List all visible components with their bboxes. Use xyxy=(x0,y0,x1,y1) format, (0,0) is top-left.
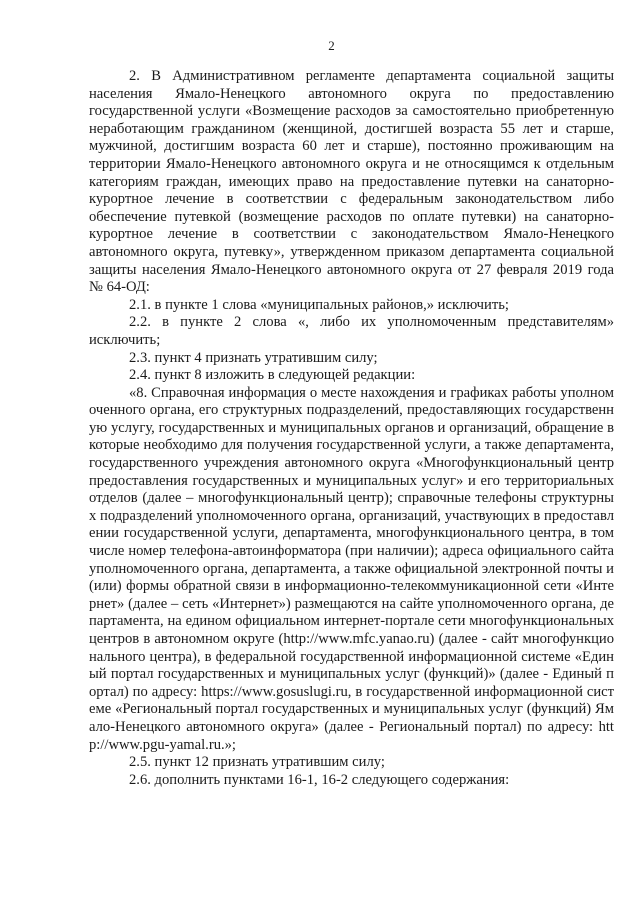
paragraph-item-2-2: 2.2. в пункте 2 слова «, либо их уполномоченным представителям» исключить; xyxy=(89,314,614,348)
paragraph-item-2-1: 2.1. в пункте 1 слова «муниципальных районов,» исключить; xyxy=(129,296,509,313)
paragraph-item-2-6: 2.6. дополнить пунктами 16-1, 16-2 следующего содержания: xyxy=(129,771,510,788)
page-number: 2 xyxy=(328,38,335,53)
paragraph-item-8-text: «8. Справочная информация о месте нахождения и графиках работы уполномоченного органа, его структурных подразделений, предоставляющих государственную услугу, государственных и муниципальных органов и организаций, обращение в которые необходимо для получения государственной услуги, а также департамента, государственного учреждения автономного округа «Многофункциональный центр предоставления государственных и муниципальных услуг» и его территориальных отделов (далее – многофункциональный центр); справочные телефоны структурных подразделений уполномоченного органа, организаций, участвующих в предоставлении государственной услуги, департамента, многофункционального центра, в том числе номер телефона-автоинформатора (при наличии); адреса официального сайта уполномоченного органа, департамента, а также официальной электронной почты и (или) формы обратной связи в информационно-телекоммуникационной сети «Интернет» (далее – сеть «Интернет») размещаются на сайте уполномоченного органа, департамента, на едином официальном интернет-портале сети многофункциональных центров в автономном округе (http://www.mfc.yanao.ru) (далее - сайт многофункционального центра), в федеральной государственной информационной системе «Единый портал государственных и муниципальных услуг (функций)» (далее - Единый портал) по адресу: https://www.gosuslugi.ru, в государственной информационной системе «Региональный портал государственных и муниципальных услуг (функций) Ямало-Ненецкого автономного округа» (далее - Региональный портал) по адресу: http://www.pgu-yamal.ru.»; xyxy=(89,384,614,753)
paragraph-item-2-3: 2.3. пункт 4 признать утратившим силу; xyxy=(129,349,378,366)
paragraph-amendment-intro: 2. В Административном регламенте департамента социальной защиты населения Ямало-Ненецкого автономного округа по предоставлению государственной услуги «Возмещение расходов за самостоятельно приобретенную неработающим гражданином (женщиной, достигшей возраста 55 лет и старше, мужчиной, достигшим возраста 60 лет и старше), постоянно проживающим на территории Ямало-Ненецкого автономного округа и не относящимся к отдельным категориям граждан, имеющих право на предоставление путевки на санаторно-курортное лечение в соответствии с федеральным законодательством либо обеспечение путевкой (возмещение расходов по оплате путевки) на санаторно-курортное лечение в соответствии с законодательством Ямало-Ненецкого автономного округа, путевку», утвержденном приказом департамента социальной защиты населения Ямало-Ненецкого автономного округа от 27 февраля 2019 года № 64-ОД: xyxy=(89,68,614,296)
paragraph-item-2-4: 2.4. пункт 8 изложить в следующей редакции: xyxy=(129,367,416,384)
paragraph-item-2-5: 2.5. пункт 12 признать утратившим силу; xyxy=(129,754,385,771)
